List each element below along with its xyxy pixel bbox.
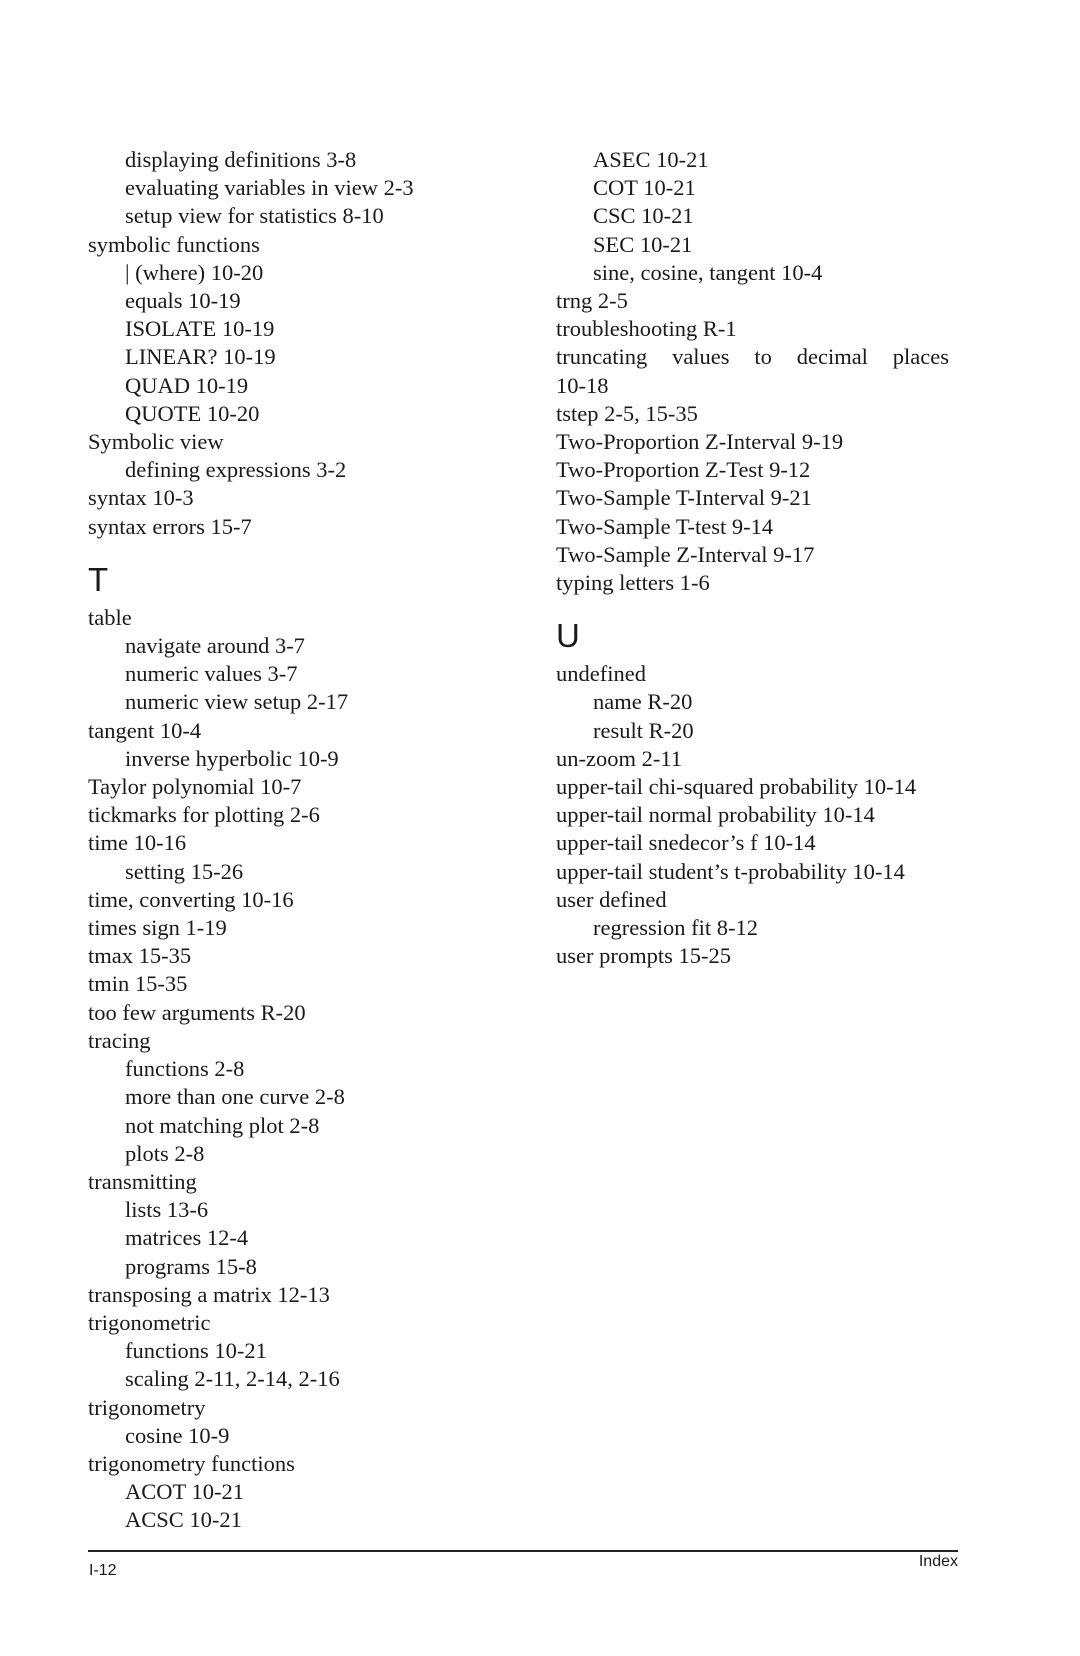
index-entry: trigonometry [88, 1394, 206, 1420]
index-entry: troubleshooting R-1 [556, 316, 737, 342]
page-number: I-12 [89, 1562, 117, 1579]
index-subentry: sine, cosine, tangent 10-4 [593, 259, 823, 285]
index-subentry: functions 2-8 [125, 1056, 245, 1082]
index-entry: upper-tail chi-squared probability 10-14 [556, 774, 917, 800]
index-subentry: numeric values 3-7 [125, 661, 298, 687]
index-entry: tmin 15-35 [88, 971, 188, 997]
index-entry-word: values [672, 344, 730, 370]
section-name: Index [918, 1553, 958, 1570]
index-entry: Two-Sample Z-Interval 9-17 [556, 541, 815, 567]
index-subentry: matrices 12-4 [125, 1225, 249, 1251]
index-entry: table [88, 604, 132, 630]
index-entry: upper-tail student’s t-probability 10-14 [556, 858, 905, 884]
index-entry: trng 2-5 [556, 288, 628, 314]
index-subentry: plots 2-8 [125, 1140, 205, 1166]
index-entry: symbolic functions [88, 231, 260, 257]
index-subentry: SEC 10-21 [593, 231, 693, 257]
index-entry: Taylor polynomial 10-7 [88, 774, 302, 800]
index-subentry: evaluating variables in view 2-3 [125, 175, 414, 201]
index-entry: upper-tail snedecor’s f 10-14 [556, 830, 816, 856]
index-entry: syntax 10-3 [88, 485, 194, 511]
index-subentry: cosine 10-9 [125, 1422, 230, 1448]
index-entry: tstep 2-5, 15-35 [556, 400, 698, 426]
index-entry: trigonometry functions [88, 1450, 295, 1476]
index-subentry: setup view for statistics 8-10 [125, 203, 384, 229]
index-entry: transmitting [88, 1168, 197, 1194]
index-entry: Two-Proportion Z-Test 9-12 [556, 457, 811, 483]
index-subentry: equals 10-19 [125, 288, 241, 314]
index-entry-word: decimal [796, 344, 868, 370]
index-entry: Two-Sample T-test 9-14 [556, 513, 774, 539]
index-subentry: CSC 10-21 [593, 203, 694, 229]
index-entry: 10-18 [556, 372, 609, 398]
index-entry: tracing [88, 1027, 151, 1053]
index-subentry: regression fit 8-12 [593, 915, 758, 941]
index-entry-word: truncating [556, 344, 648, 370]
index-entry-word: places [892, 344, 949, 370]
index-subentry: numeric view setup 2-17 [125, 689, 349, 715]
index-entry: user defined [556, 886, 667, 912]
index-subentry: QUAD 10-19 [125, 372, 249, 398]
index-subentry: not matching plot 2-8 [125, 1112, 320, 1138]
index-entry: trigonometric [88, 1309, 211, 1335]
index-subentry: LINEAR? 10-19 [125, 344, 276, 370]
index-subentry: more than one curve 2-8 [125, 1084, 345, 1110]
index-entry: user prompts 15-25 [556, 943, 731, 969]
index-subentry: inverse hyperbolic 10-9 [125, 745, 339, 771]
footer-rule [88, 1550, 958, 1552]
index-entry: syntax errors 15-7 [88, 513, 252, 539]
index-entry: transposing a matrix 12-13 [88, 1281, 330, 1307]
index-entry-word: to [754, 344, 772, 370]
index-entry: Symbolic view [88, 429, 224, 455]
index-entry: Two-Sample T-Interval 9-21 [556, 485, 812, 511]
index-entry: tmax 15-35 [88, 943, 192, 969]
index-entry [556, 343, 949, 371]
index-entry: upper-tail normal probability 10-14 [556, 802, 875, 828]
index-entry: tangent 10-4 [88, 717, 202, 743]
index-subentry: defining expressions 3-2 [125, 457, 347, 483]
index-subentry: COT 10-21 [593, 175, 696, 201]
index-entry: time, converting 10-16 [88, 886, 294, 912]
index-entry: time 10-16 [88, 830, 187, 856]
index-subentry: navigate around 3-7 [125, 633, 305, 659]
index-subentry: ISOLATE 10-19 [125, 316, 275, 342]
index-column-left [88, 146, 488, 1535]
index-entry: too few arguments R-20 [88, 999, 306, 1025]
index-entry: typing letters 1-6 [556, 570, 710, 596]
index-subentry: | (where) 10-20 [125, 259, 264, 285]
index-subentry: programs 15-8 [125, 1253, 257, 1279]
index-subentry: ACOT 10-21 [125, 1479, 244, 1505]
index-subentry: name R-20 [593, 689, 693, 715]
index-letter-heading: T [88, 560, 109, 598]
index-subentry: QUOTE 10-20 [125, 400, 260, 426]
index-subentry: lists 13-6 [125, 1197, 209, 1223]
index-subentry: displaying definitions 3-8 [125, 147, 357, 172]
index-entry: undefined [556, 661, 646, 687]
index-entry: Two-Proportion Z-Interval 9-19 [556, 429, 844, 455]
index-subentry: result R-20 [593, 717, 694, 743]
index-subentry: setting 15-26 [125, 858, 244, 884]
index-subentry: functions 10-21 [125, 1338, 267, 1364]
index-subentry: ASEC 10-21 [593, 147, 709, 172]
index-entry: times sign 1-19 [88, 915, 227, 941]
index-entry: un-zoom 2-11 [556, 745, 683, 771]
index-letter-heading: U [556, 617, 580, 655]
index-entry: tickmarks for plotting 2-6 [88, 802, 320, 828]
index-subentry: ACSC 10-21 [125, 1507, 242, 1533]
index-column-right [556, 146, 956, 970]
index-subentry: scaling 2-11, 2-14, 2-16 [125, 1366, 340, 1392]
